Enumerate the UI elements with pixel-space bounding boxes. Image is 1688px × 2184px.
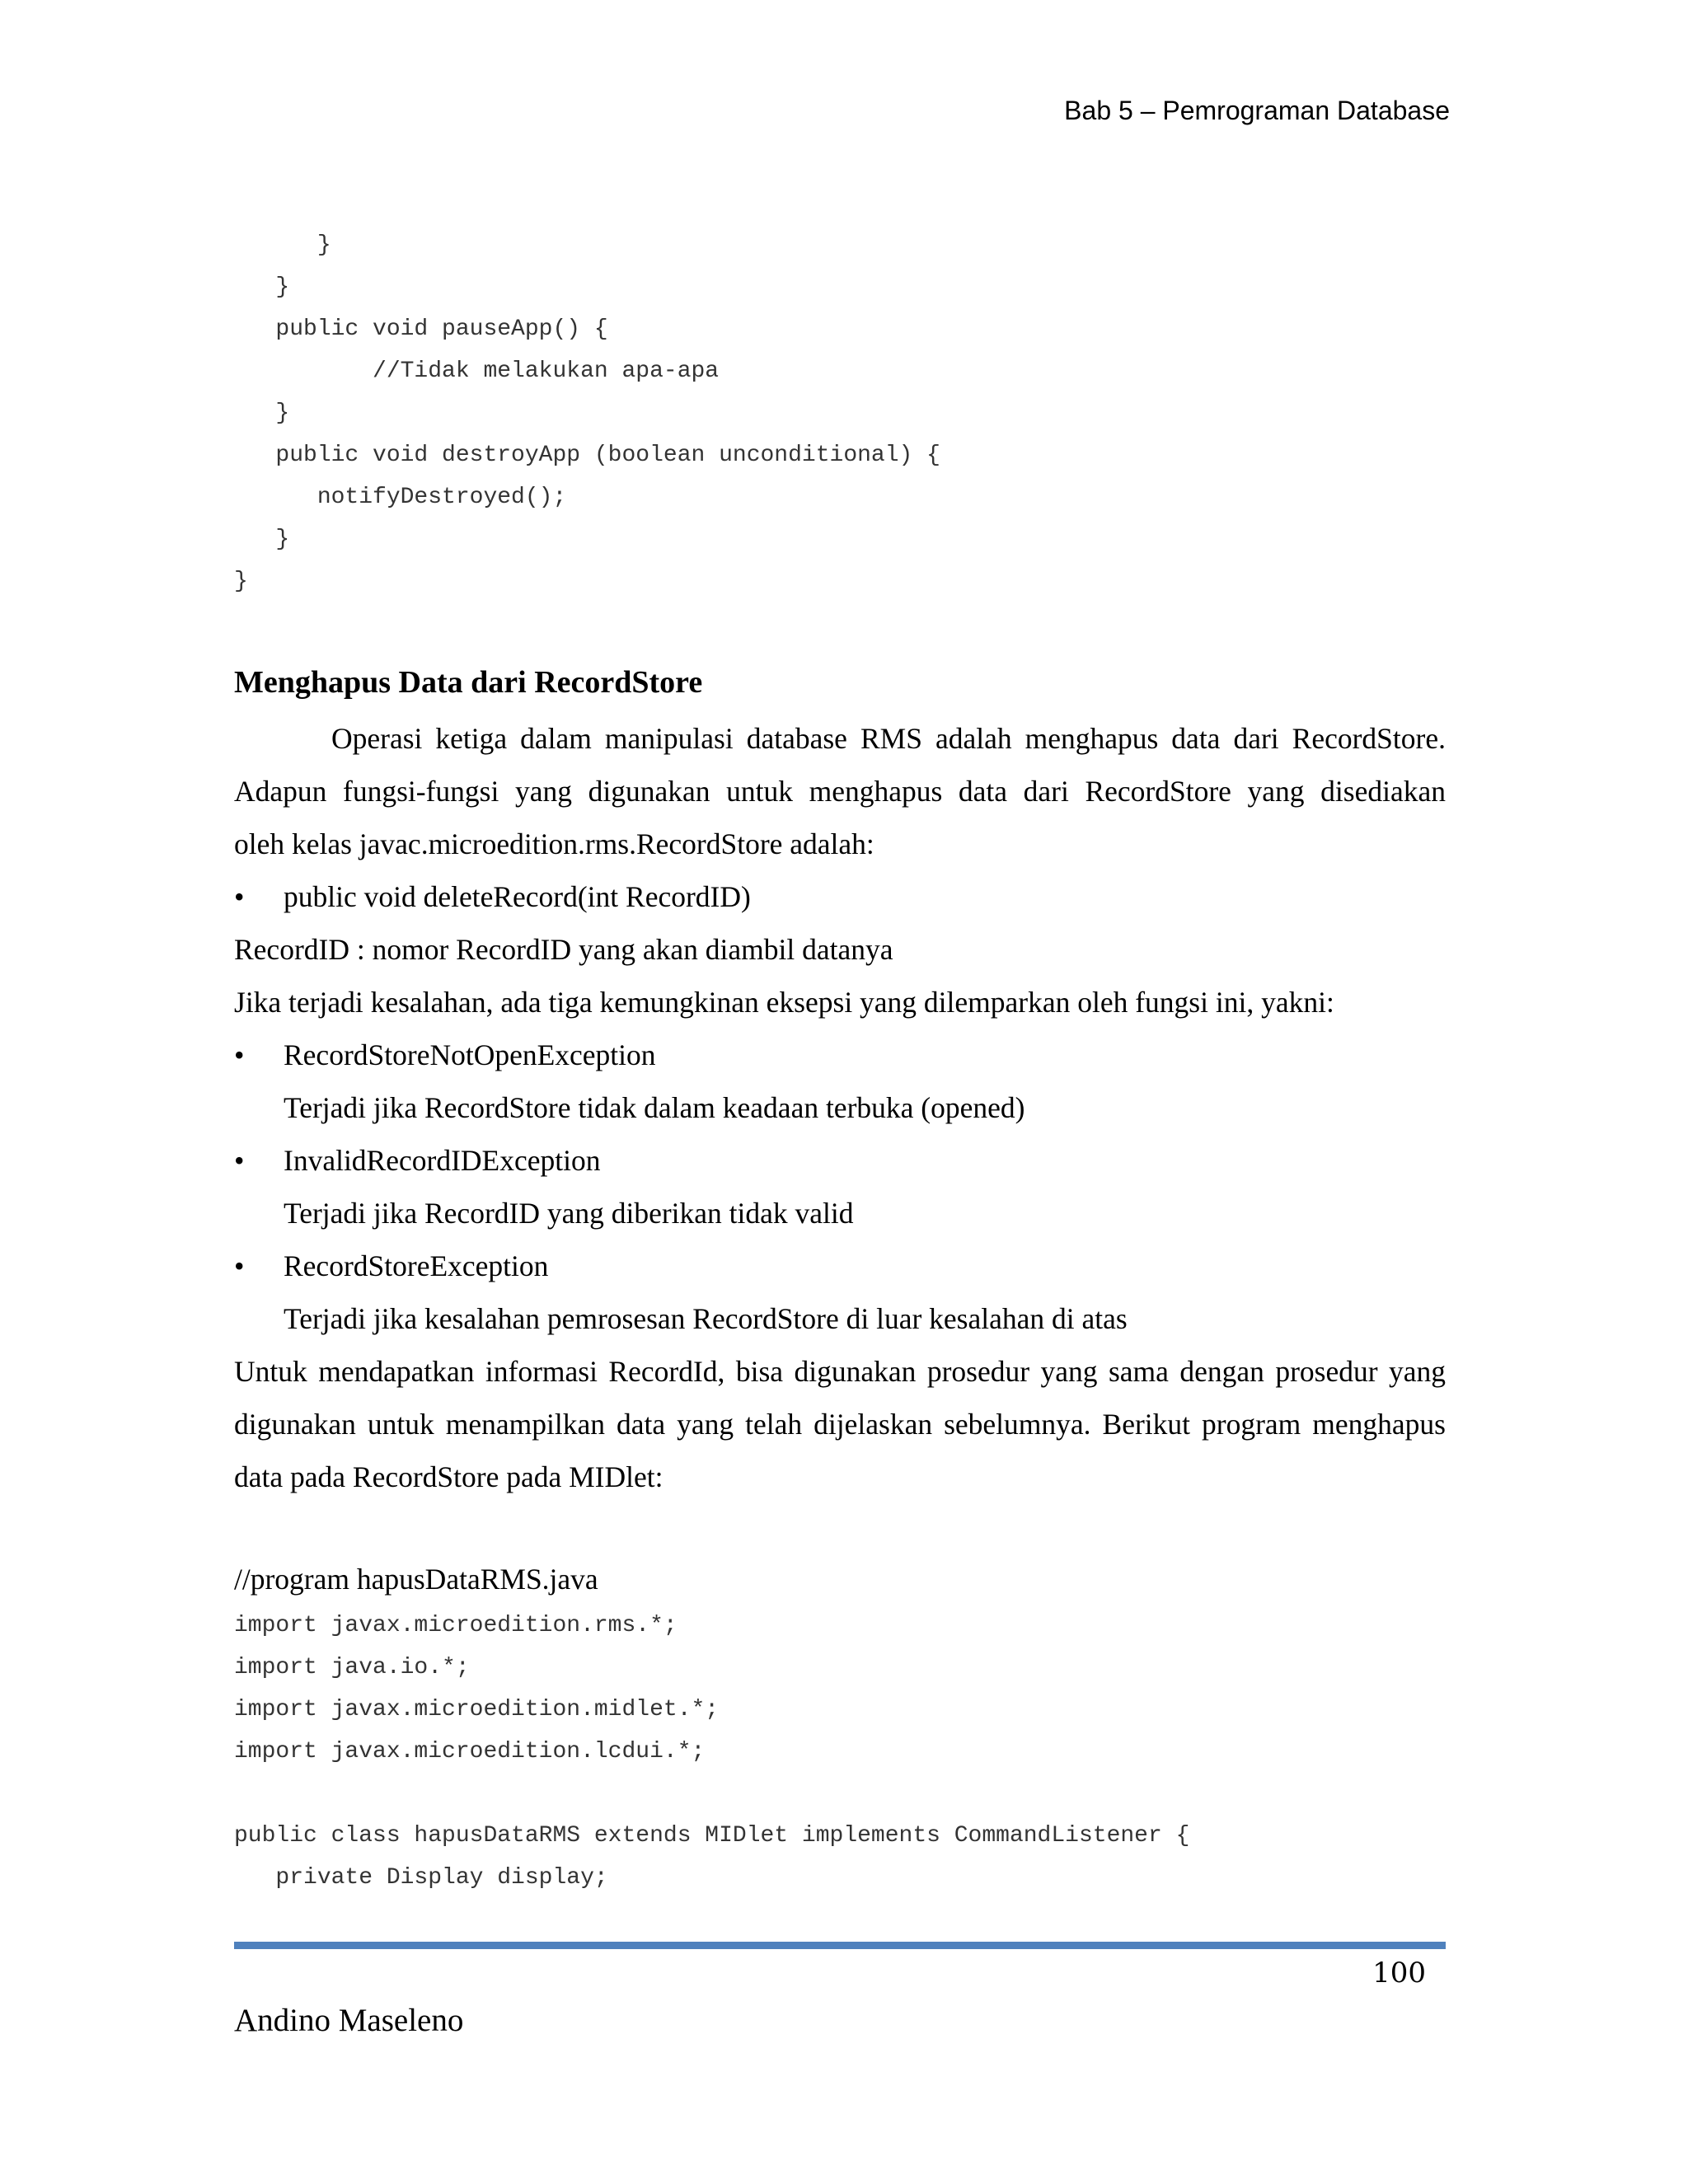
paragraph-line: Operasi ketiga dalam manipulasi database RMS adalah menghapus data dari RecordStore.	[331, 722, 1446, 755]
code-line: private Display display;	[234, 1865, 608, 1891]
closing-paragraph	[234, 1345, 1446, 1503]
bullet-icon: •	[234, 880, 245, 913]
intro-paragraph	[234, 712, 1446, 870]
method-signature: public void deleteRecord(int RecordID)	[284, 880, 751, 913]
code-line: notifyDestroyed();	[234, 485, 567, 510]
section-heading: Menghapus Data dari RecordStore	[234, 665, 703, 700]
code-line: public void destroyApp (boolean unconditional) {	[234, 443, 940, 468]
running-header: Bab 5 – Pemrograman Database	[1064, 96, 1450, 125]
exception-bullet	[234, 1240, 1446, 1292]
paragraph-line: Untuk mendapatkan informasi RecordId, bisa digunakan prosedur yang sama dengan prosedur yang	[234, 1355, 1446, 1388]
bullet-icon: •	[234, 1249, 245, 1282]
param-description: RecordID : nomor RecordID yang akan diambil datanya	[234, 933, 893, 966]
code-line: import javax.microedition.midlet.*;	[234, 1697, 720, 1722]
code-line: }	[234, 527, 290, 552]
paragraph-line: data pada RecordStore pada MIDlet:	[234, 1460, 663, 1493]
paragraph-line: Adapun fungsi-fungsi yang digunakan untuk menghapus data dari RecordStore yang disediakan	[234, 775, 1446, 808]
exception-description: Terjadi jika kesalahan pemrosesan RecordStore di luar kesalahan di atas	[284, 1302, 1128, 1335]
param-paragraph	[234, 923, 1446, 1029]
code-line: //Tidak melakukan apa-apa	[234, 359, 720, 384]
code-line: public void pauseApp() {	[234, 316, 608, 342]
footer-rule	[234, 1942, 1446, 1949]
exception-description: Terjadi jika RecordID yang diberikan tidak valid	[284, 1197, 854, 1230]
program-comment-block	[234, 1553, 1446, 1605]
code-line: }	[234, 401, 290, 426]
exception-name: InvalidRecordIDException	[284, 1144, 601, 1177]
exception-name: RecordStoreException	[284, 1249, 549, 1282]
method-bullet	[234, 870, 1446, 923]
exceptions-intro: Jika terjadi kesalahan, ada tiga kemungkinan eksepsi yang dilemparkan oleh fungsi ini, yakni:	[234, 986, 1334, 1019]
bullet-icon: •	[234, 1038, 245, 1071]
author-name: Andino Maseleno	[234, 2003, 464, 2038]
code-line: import javax.microedition.lcdui.*;	[234, 1739, 706, 1765]
code-line: public class hapusDataRMS extends MIDlet implements CommandListener {	[234, 1823, 1190, 1849]
exception-name: RecordStoreNotOpenException	[284, 1038, 656, 1071]
code-line: import javax.microedition.rms.*;	[234, 1613, 678, 1638]
exception-description: Terjadi jika RecordStore tidak dalam keadaan terbuka (opened)	[284, 1091, 1025, 1124]
paragraph-line: digunakan untuk menampilkan data yang telah dijelaskan sebelumnya. Berikut program menghapus	[234, 1408, 1446, 1441]
code-line: }	[234, 274, 290, 300]
paragraph-line: oleh kelas javac.microedition.rms.RecordStore adalah:	[234, 827, 874, 860]
code-line: import java.io.*;	[234, 1655, 470, 1680]
page-number: 100	[1372, 1957, 1426, 1990]
code-line: }	[234, 232, 331, 258]
bullet-icon: •	[234, 1144, 245, 1177]
exception-bullet	[234, 1134, 1446, 1187]
program-comment: //program hapusDataRMS.java	[234, 1563, 598, 1596]
code-line: }	[234, 569, 248, 594]
exception-bullet	[234, 1029, 1446, 1081]
